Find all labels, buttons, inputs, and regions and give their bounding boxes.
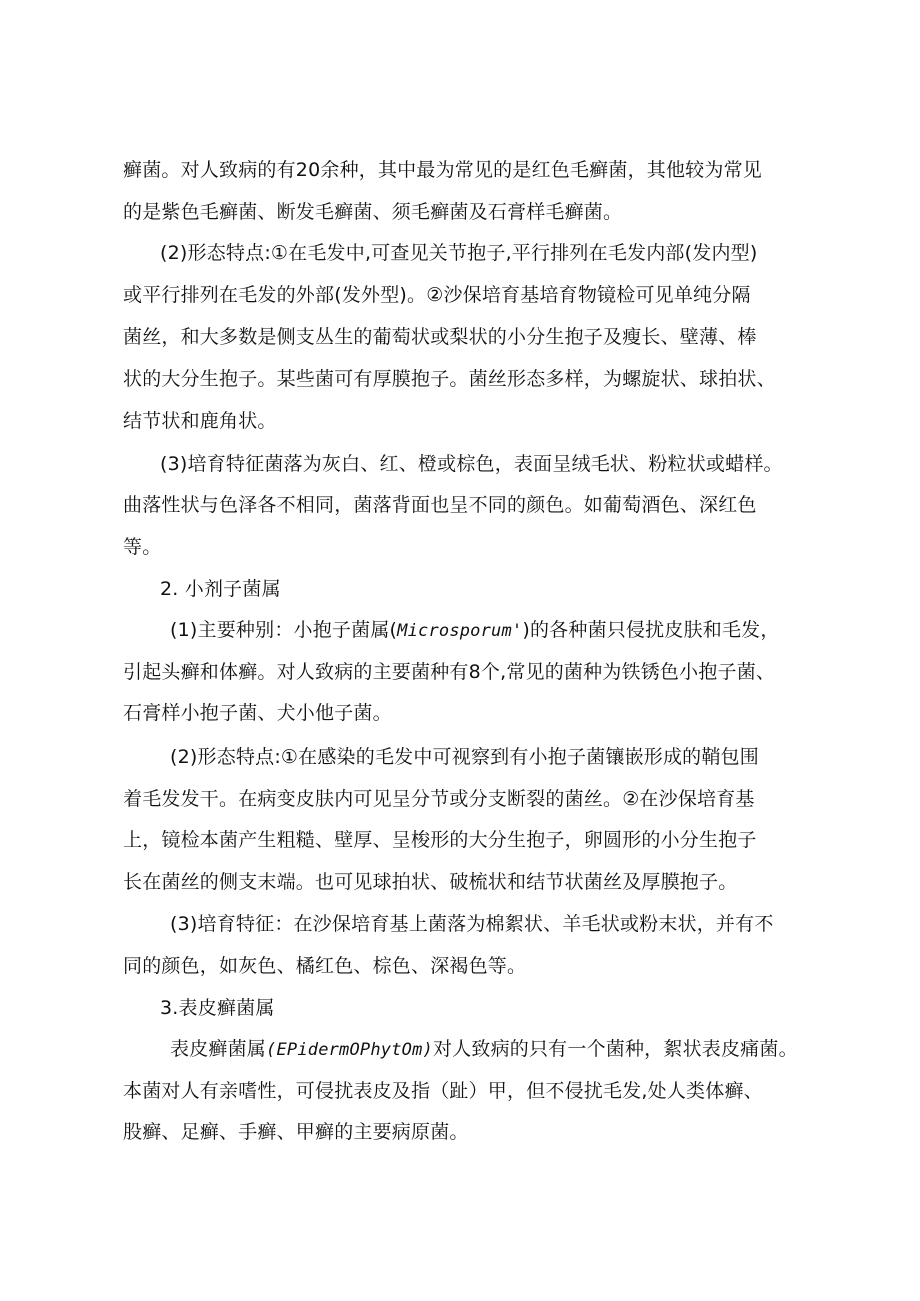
text-line: 本菌对人有亲嗜性，可侵扰表皮及指（趾）甲，但不侵扰毛发,处人类体癣、 — [123, 1080, 763, 1102]
text-line: 菌丝，和大多数是侧支丛生的葡萄状或梨状的小分生抱子及瘦长、壁薄、棒 — [123, 326, 757, 348]
text-segment: 表皮癣菌属 — [170, 1038, 267, 1060]
text-line — [170, 617, 780, 644]
text-line: (3)培育特征：在沙保培育基上菌落为棉絮状、羊毛状或粉末状，并有不 — [170, 913, 774, 935]
text-line: 上，镜检本菌产生粗糙、壁厚、呈梭形的大分生抱子，卵圆形的小分生抱子 — [123, 829, 757, 851]
text-segment: 对人致病的只有一个菌种，絮状表皮痛菌。 — [432, 1038, 798, 1060]
text-segment: )的各种菌只侵扰皮肤和毛发， — [522, 619, 780, 641]
text-line: 或平行排列在毛发的外部(发外型)。②沙保培育基培育物镜检可见单纯分隔 — [123, 284, 751, 306]
text-line — [170, 1036, 798, 1063]
text-line: 石膏样小抱子菌、犬小他子菌。 — [123, 702, 392, 724]
text-line: 引起头癣和体癣。对人致病的主要菌种有8个,常见的菌种为铁锈色小抱子菌、 — [123, 661, 776, 683]
text-line: 等。 — [123, 536, 162, 558]
text-line: 结节状和鹿角状。 — [123, 410, 277, 432]
latin-genus-name: Microsporum' — [397, 621, 523, 641]
text-segment: (1)主要种别：小抱子菌属( — [170, 619, 398, 641]
text-line: 的是紫色毛癣菌、断发毛癣菌、须毛癣菌及石膏样毛癣菌。 — [123, 201, 623, 223]
latin-genus-name: (EPidermOPhytOm) — [266, 1040, 433, 1060]
section-heading: 3.表皮癣菌属 — [160, 997, 275, 1019]
text-line: 状的大分生抱子。某些菌可有厚膜抱子。菌丝形态多样，为螺旋状、球拍状、 — [123, 368, 776, 390]
text-line: 癣菌。对人致病的有20余种，其中最为常见的是红色毛癣菌，其他较为常见 — [123, 159, 762, 181]
section-heading: 2. 小剂子菌属 — [160, 578, 281, 600]
text-line: 股癣、足癣、手癣、甲癣的主要病原菌。 — [123, 1121, 469, 1143]
text-line: 同的颜色，如灰色、橘红色、棕色、深褐色等。 — [123, 955, 527, 977]
text-line: (2)形态特点:①在感染的毛发中可视察到有小抱子菌镶嵌形成的鞘包围 — [170, 746, 759, 768]
text-line: 长在菌丝的侧支末端。也可见球拍状、破梳状和结节状菌丝及厚膜抱子。 — [123, 871, 738, 893]
text-line: (3)培育特征菌落为灰白、红、橙或棕色，表面呈绒毛状、粉粒状或蜡样。 — [160, 453, 783, 475]
text-line: 曲落性状与色泽各不相同，菌落背面也呈不同的颜色。如葡萄酒色、深红色 — [123, 494, 757, 516]
text-line: (2)形态特点:①在毛发中,可查见关节抱子,平行排列在毛发内部(发内型) — [160, 242, 758, 264]
text-line: 着毛发发干。在病变皮肤内可见呈分节或分支断裂的菌丝。②在沙保培育基 — [123, 788, 755, 810]
